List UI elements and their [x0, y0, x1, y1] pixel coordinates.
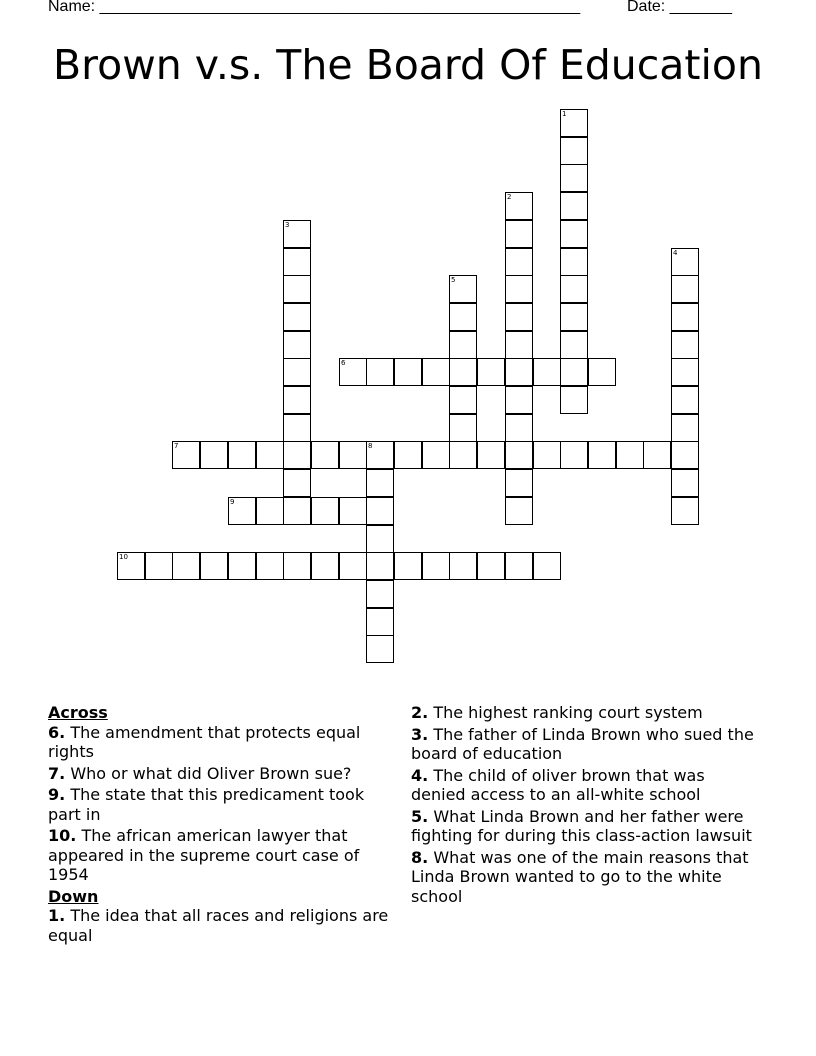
crossword-cell: [560, 441, 588, 469]
crossword-cell: [311, 552, 339, 580]
crossword-cell: [339, 441, 367, 469]
cell-number: 6: [341, 359, 346, 367]
crossword-cell: [560, 248, 588, 276]
crossword-cell: [560, 303, 588, 331]
crossword-cell: [117, 552, 145, 580]
crossword-cell: [339, 358, 367, 386]
crossword-cell: [671, 275, 699, 303]
crossword-cell: [283, 441, 311, 469]
crossword-cell: [172, 441, 200, 469]
crossword-cell: [256, 497, 284, 525]
crossword-cell: [560, 137, 588, 165]
crossword-cell: [505, 303, 533, 331]
crossword-cell: [449, 386, 477, 414]
crossword-cell: [366, 635, 394, 663]
crossword-cell: [477, 358, 505, 386]
crossword-cell: [505, 358, 533, 386]
crossword-cell: [671, 248, 699, 276]
crossword-cell: [256, 441, 284, 469]
across-clue-7: 7. Who or what did Oliver Brown sue?: [48, 763, 352, 783]
crossword-cell: [477, 552, 505, 580]
crossword-cell: [671, 386, 699, 414]
crossword-cell: [505, 469, 533, 497]
cell-number: 10: [119, 553, 128, 561]
crossword-cell: [477, 441, 505, 469]
crossword-cell: [366, 469, 394, 497]
down-heading: Down: [48, 886, 99, 906]
across-heading: Across: [48, 703, 108, 722]
date-field-line: Date: _______: [627, 0, 732, 15]
crossword-cell: [256, 552, 284, 580]
crossword-cell: [671, 497, 699, 525]
cell-number: 3: [285, 221, 290, 229]
crossword-cell: [560, 331, 588, 359]
crossword-cell: [643, 441, 671, 469]
crossword-cell: [505, 441, 533, 469]
crossword-cell: [588, 358, 616, 386]
crossword-cell: [560, 192, 588, 220]
crossword-cell: [283, 386, 311, 414]
crossword-cell: [449, 331, 477, 359]
down-clue-8: 8. What was one of the main reasons that Linda Brown wanted to go to the white school: [411, 847, 749, 906]
crossword-cell: [449, 303, 477, 331]
crossword-cell: [228, 441, 256, 469]
crossword-cell: [671, 303, 699, 331]
cell-number: 1: [562, 110, 567, 118]
crossword-cell: [560, 109, 588, 137]
crossword-cell: [560, 358, 588, 386]
cell-number: 7: [174, 442, 179, 450]
down-clue-1: 1. The idea that all races and religions are equal: [48, 906, 389, 945]
crossword-cell: [145, 552, 173, 580]
crossword-cell: [283, 414, 311, 442]
clues-left-column: [48, 703, 398, 947]
name-field-line: Name: ______________________________________________________: [48, 0, 581, 15]
crossword-cell: [505, 331, 533, 359]
crossword-cell: [671, 469, 699, 497]
crossword-cell: [505, 414, 533, 442]
crossword-cell: [560, 220, 588, 248]
crossword-cell: [394, 358, 422, 386]
crossword-cell: [533, 358, 561, 386]
crossword-cell: [283, 331, 311, 359]
across-clue-9: 9. The state that this predicament took part in: [48, 785, 365, 824]
crossword-cell: [616, 441, 644, 469]
cell-number: 8: [368, 442, 373, 450]
crossword-cell: [283, 303, 311, 331]
crossword-cell: [394, 441, 422, 469]
crossword-cell: [394, 552, 422, 580]
clues-right-column: [411, 703, 761, 908]
page-title: Brown v.s. The Board Of Education: [53, 41, 763, 89]
cell-number: 4: [673, 249, 678, 257]
crossword-cell: [671, 441, 699, 469]
crossword-cell: [560, 164, 588, 192]
crossword-cell: [505, 248, 533, 276]
down-clue-2: 2. The highest ranking court system: [411, 703, 703, 722]
crossword-cell: [366, 441, 394, 469]
crossword-cell: [505, 275, 533, 303]
crossword-cell: [339, 552, 367, 580]
crossword-cell: [449, 358, 477, 386]
crossword-cell: [283, 497, 311, 525]
crossword-cell: [422, 441, 450, 469]
crossword-cell: [172, 552, 200, 580]
across-clue-10: 10. The african american lawyer that appeared in the supreme court case of 1954: [48, 826, 360, 884]
crossword-cell: [366, 608, 394, 636]
crossword-cell: [560, 275, 588, 303]
crossword-cell: [671, 358, 699, 386]
crossword-cell: [200, 441, 228, 469]
crossword-cell: [533, 552, 561, 580]
crossword-cell: [366, 580, 394, 608]
crossword-cell: [449, 552, 477, 580]
crossword-cell: [588, 441, 616, 469]
down-clue-3: 3. The father of Linda Brown who sued the board of education: [411, 724, 754, 763]
crossword-cell: [228, 497, 256, 525]
crossword-cell: [283, 358, 311, 386]
crossword-cell: [533, 441, 561, 469]
crossword-cell: [505, 220, 533, 248]
crossword-cell: [366, 358, 394, 386]
crossword-cell: [283, 552, 311, 580]
crossword-cell: [311, 441, 339, 469]
cell-number: 9: [230, 498, 235, 506]
crossword-cell: [449, 414, 477, 442]
crossword-cell: [671, 331, 699, 359]
cell-number: 2: [507, 193, 512, 201]
crossword-cell: [283, 275, 311, 303]
crossword-cell: [311, 497, 339, 525]
crossword-cell: [283, 220, 311, 248]
crossword-cell: [366, 552, 394, 580]
crossword-cell: [560, 386, 588, 414]
crossword-cell: [671, 414, 699, 442]
crossword-cell: [228, 552, 256, 580]
crossword-cell: [449, 441, 477, 469]
crossword-cell: [366, 525, 394, 553]
crossword-cell: [366, 497, 394, 525]
cell-number: 5: [451, 276, 456, 284]
crossword-cell: [505, 497, 533, 525]
down-clue-5: 5. What Linda Brown and her father were fighting for during this class-action lawsuit: [411, 806, 752, 845]
crossword-cell: [283, 248, 311, 276]
crossword-cell: [422, 358, 450, 386]
crossword-cell: [505, 552, 533, 580]
crossword-cell: [283, 469, 311, 497]
across-clue-6: 6. The amendment that protects equal rights: [48, 722, 361, 761]
crossword-cell: [339, 497, 367, 525]
crossword-cell: [505, 192, 533, 220]
down-clue-4: 4. The child of oliver brown that was denied access to an all-white school: [411, 765, 705, 804]
crossword-cell: [422, 552, 450, 580]
crossword-cell: [200, 552, 228, 580]
crossword-cell: [505, 386, 533, 414]
crossword-cell: [449, 275, 477, 303]
